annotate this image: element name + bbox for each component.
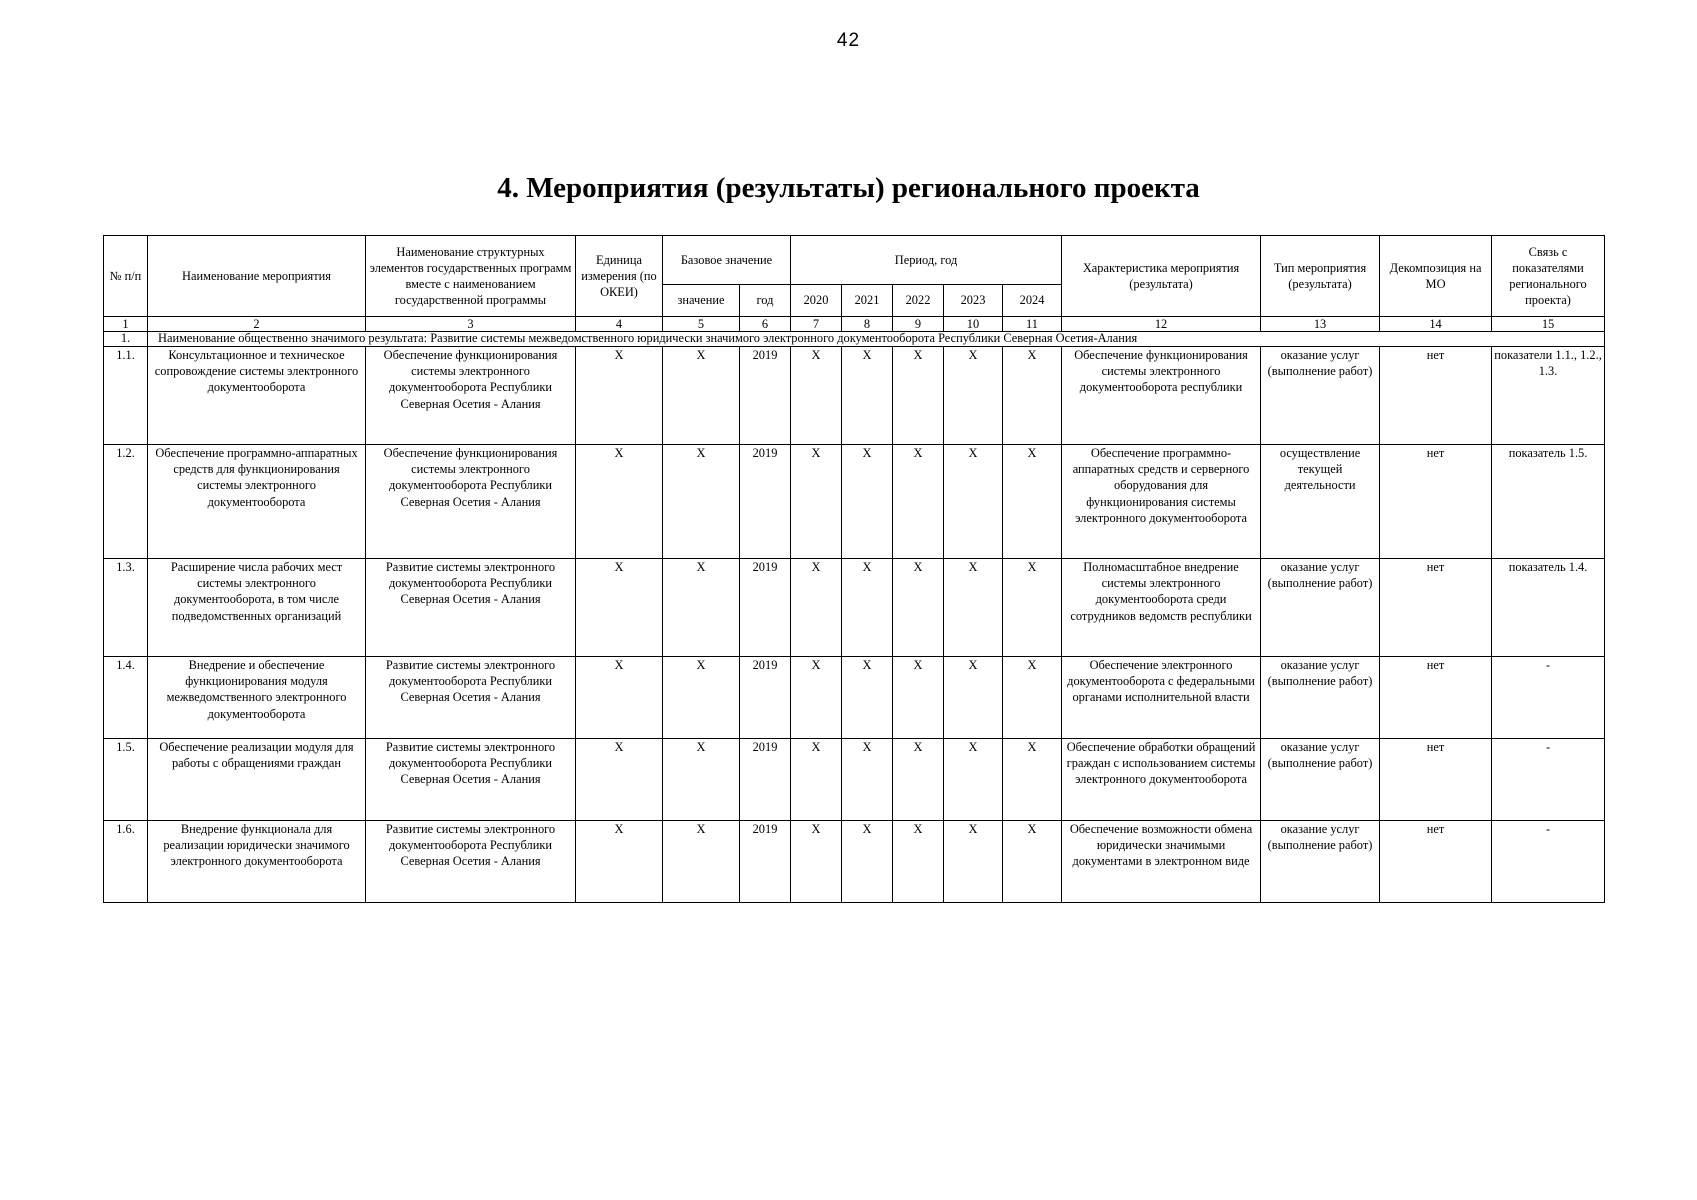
period-cell: X [944, 657, 1003, 739]
period-cell: X [1003, 347, 1062, 445]
period-cell: X [893, 657, 944, 739]
characteristic-cell: Полномасштабное внедрение системы электронного документооборота среди сотрудников ведомств республики [1062, 559, 1261, 657]
base-value-cell: X [663, 559, 740, 657]
struct-element: Обеспечение функционирования системы электронного документооборота Республики Северная Осетия - Алания [366, 445, 576, 559]
page-title: 4. Мероприятия (результаты) регионального проекта [497, 172, 1200, 204]
table-row [104, 559, 1605, 657]
period-cell: X [1003, 445, 1062, 559]
period-cell: X [791, 445, 842, 559]
column-number: 1 [104, 317, 148, 332]
period-cell: X [791, 559, 842, 657]
unit-cell: X [576, 821, 663, 903]
struct-element: Обеспечение функционирования системы электронного документооборота Республики Северная Осетия - Алания [366, 347, 576, 445]
base-year-cell: 2019 [740, 739, 791, 821]
period-cell: X [791, 821, 842, 903]
base-year-cell: 2019 [740, 559, 791, 657]
header-year: 2024 [1003, 285, 1062, 317]
section-row [104, 332, 1605, 347]
table-row [104, 657, 1605, 739]
column-number: 3 [366, 317, 576, 332]
header-type: Тип мероприятия (результата) [1261, 236, 1380, 317]
header-year: 2021 [842, 285, 893, 317]
base-value-cell: X [663, 445, 740, 559]
row-num: 1.1. [104, 347, 148, 445]
struct-element: Развитие системы электронного документооборота Республики Северная Осетия - Алания [366, 657, 576, 739]
decomposition-cell: нет [1380, 347, 1492, 445]
row-num: 1.6. [104, 821, 148, 903]
period-cell: X [893, 347, 944, 445]
base-year-cell: 2019 [740, 821, 791, 903]
base-value-cell: X [663, 657, 740, 739]
column-number: 6 [740, 317, 791, 332]
column-number-row [104, 317, 1605, 332]
column-number: 2 [148, 317, 366, 332]
period-cell: X [893, 739, 944, 821]
column-number: 9 [893, 317, 944, 332]
link-cell: - [1492, 657, 1605, 739]
header-unit: Единица измерения (по ОКЕИ) [576, 236, 663, 317]
decomposition-cell: нет [1380, 559, 1492, 657]
base-year-cell: 2019 [740, 657, 791, 739]
column-number: 15 [1492, 317, 1605, 332]
period-cell: X [944, 821, 1003, 903]
type-cell: осуществление текущей деятельности [1261, 445, 1380, 559]
period-cell: X [893, 559, 944, 657]
section-num: 1. [104, 332, 148, 347]
unit-cell: X [576, 445, 663, 559]
unit-cell: X [576, 347, 663, 445]
table-row [104, 347, 1605, 445]
section-title: Наименование общественно значимого результата: Развитие системы межведомственного юридически значимого электронного документооборота Республики Северная Осетия-Алания [148, 332, 1605, 347]
table-row [104, 821, 1605, 903]
row-num: 1.2. [104, 445, 148, 559]
base-value-cell: X [663, 821, 740, 903]
type-cell: оказание услуг (выполнение работ) [1261, 657, 1380, 739]
characteristic-cell: Обеспечение программно-аппаратных средств и серверного оборудования для функционирования системы электронного документооборота [1062, 445, 1261, 559]
period-cell: X [791, 657, 842, 739]
period-cell: X [842, 739, 893, 821]
decomposition-cell: нет [1380, 739, 1492, 821]
decomposition-cell: нет [1380, 821, 1492, 903]
base-year-cell: 2019 [740, 347, 791, 445]
link-cell: показатель 1.5. [1492, 445, 1605, 559]
period-cell: X [842, 445, 893, 559]
unit-cell: X [576, 739, 663, 821]
event-name: Внедрение функционала для реализации юридически значимого электронного документооборота [148, 821, 366, 903]
base-value-cell: X [663, 347, 740, 445]
header-name: Наименование мероприятия [148, 236, 366, 317]
header-period: Период, год [791, 236, 1062, 285]
characteristic-cell: Обеспечение возможности обмена юридически значимыми документами в электронном виде [1062, 821, 1261, 903]
struct-element: Развитие системы электронного документооборота Республики Северная Осетия - Алания [366, 739, 576, 821]
column-number: 13 [1261, 317, 1380, 332]
period-cell: X [842, 821, 893, 903]
column-number: 10 [944, 317, 1003, 332]
type-cell: оказание услуг (выполнение работ) [1261, 821, 1380, 903]
period-cell: X [1003, 739, 1062, 821]
header-year: 2023 [944, 285, 1003, 317]
header-base: Базовое значение [663, 236, 791, 285]
type-cell: оказание услуг (выполнение работ) [1261, 559, 1380, 657]
header-link: Связь с показателями регионального проекта) [1492, 236, 1605, 317]
column-number: 5 [663, 317, 740, 332]
table-row [104, 445, 1605, 559]
header-base-value: значение [663, 285, 740, 317]
period-cell: X [944, 445, 1003, 559]
header-year: 2022 [893, 285, 944, 317]
period-cell: X [842, 559, 893, 657]
unit-cell: X [576, 657, 663, 739]
event-name: Обеспечение программно-аппаратных средств для функционирования системы электронного документооборота [148, 445, 366, 559]
column-number: 14 [1380, 317, 1492, 332]
column-number: 11 [1003, 317, 1062, 332]
results-table [103, 235, 1605, 903]
period-cell: X [944, 347, 1003, 445]
period-cell: X [944, 739, 1003, 821]
row-num: 1.4. [104, 657, 148, 739]
characteristic-cell: Обеспечение функционирования системы электронного документооборота республики [1062, 347, 1261, 445]
period-cell: X [893, 445, 944, 559]
header-characteristic: Характеристика мероприятия (результата) [1062, 236, 1261, 317]
decomposition-cell: нет [1380, 657, 1492, 739]
event-name: Консультационное и техническое сопровождение системы электронного документооборота [148, 347, 366, 445]
event-name: Обеспечение реализации модуля для работы с обращениями граждан [148, 739, 366, 821]
column-number: 12 [1062, 317, 1261, 332]
column-number: 7 [791, 317, 842, 332]
period-cell: X [791, 347, 842, 445]
period-cell: X [842, 347, 893, 445]
header-decomposition: Декомпозиция на МО [1380, 236, 1492, 317]
period-cell: X [842, 657, 893, 739]
period-cell: X [893, 821, 944, 903]
event-name: Внедрение и обеспечение функционирования модуля межведомственного электронного документооборота [148, 657, 366, 739]
decomposition-cell: нет [1380, 445, 1492, 559]
base-value-cell: X [663, 739, 740, 821]
header-row-top [104, 236, 1605, 285]
table-row [104, 739, 1605, 821]
period-cell: X [1003, 657, 1062, 739]
column-number: 8 [842, 317, 893, 332]
header-year: 2020 [791, 285, 842, 317]
link-cell: - [1492, 821, 1605, 903]
event-name: Расширение числа рабочих мест системы электронного документооборота, в том числе подведомственных организаций [148, 559, 366, 657]
characteristic-cell: Обеспечение обработки обращений граждан с использованием системы электронного документооборота [1062, 739, 1261, 821]
type-cell: оказание услуг (выполнение работ) [1261, 739, 1380, 821]
row-num: 1.5. [104, 739, 148, 821]
period-cell: X [791, 739, 842, 821]
link-cell: - [1492, 739, 1605, 821]
page-number: 42 [836, 30, 861, 51]
characteristic-cell: Обеспечение электронного документооборота с федеральными органами исполнительной власти [1062, 657, 1261, 739]
base-year-cell: 2019 [740, 445, 791, 559]
struct-element: Развитие системы электронного документооборота Республики Северная Осетия - Алания [366, 559, 576, 657]
link-cell: показатель 1.4. [1492, 559, 1605, 657]
period-cell: X [1003, 821, 1062, 903]
header-struct: Наименование структурных элементов государственных программ вместе с наименованием государственной программы [366, 236, 576, 317]
link-cell: показатели 1.1., 1.2., 1.3. [1492, 347, 1605, 445]
period-cell: X [1003, 559, 1062, 657]
header-base-year: год [740, 285, 791, 317]
unit-cell: X [576, 559, 663, 657]
row-num: 1.3. [104, 559, 148, 657]
type-cell: оказание услуг (выполнение работ) [1261, 347, 1380, 445]
period-cell: X [944, 559, 1003, 657]
column-number: 4 [576, 317, 663, 332]
struct-element: Развитие системы электронного документооборота Республики Северная Осетия - Алания [366, 821, 576, 903]
header-num: № п/п [104, 236, 148, 317]
